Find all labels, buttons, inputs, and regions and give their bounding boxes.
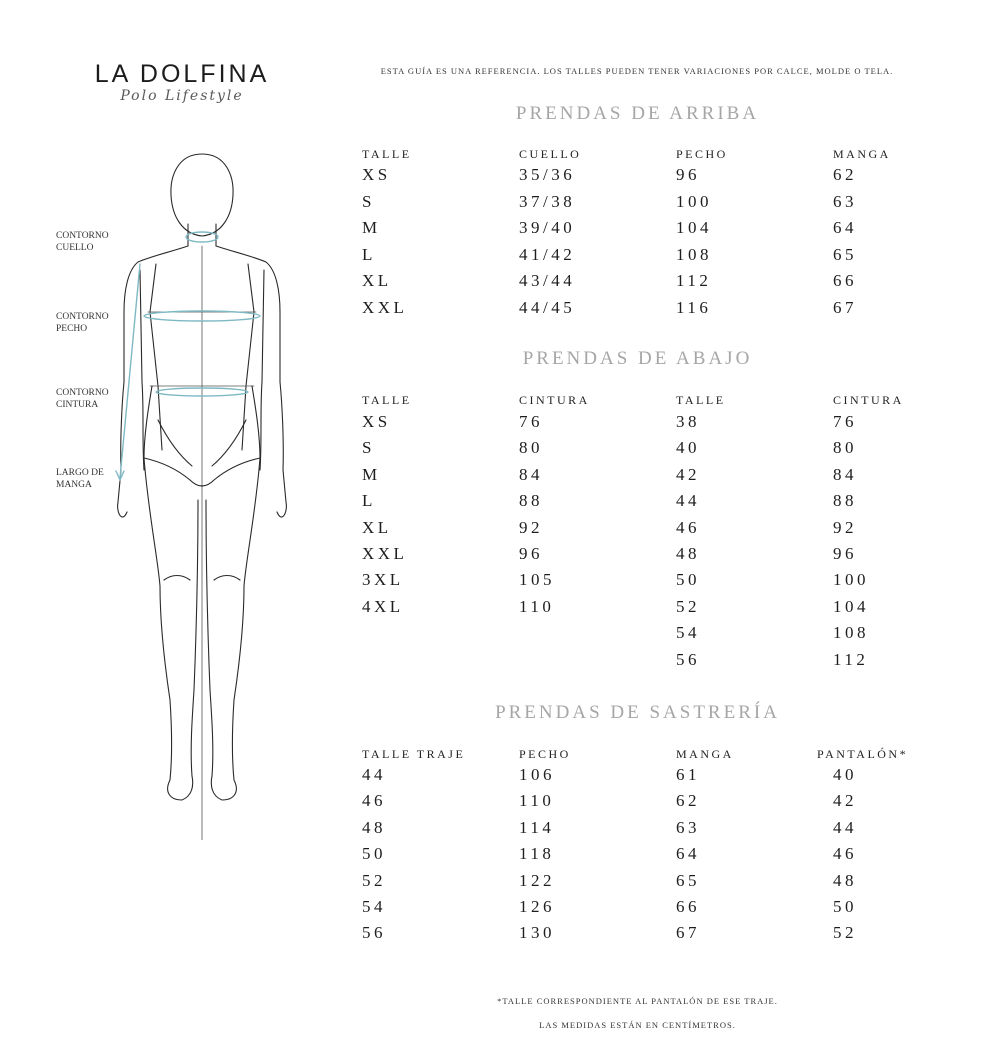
- table-cell: 66: [676, 897, 700, 916]
- table-cell: 67: [833, 298, 857, 317]
- table-cell: 44: [362, 765, 386, 784]
- table-cell: 41/42: [519, 244, 576, 264]
- table-cell: 63: [676, 817, 700, 837]
- table-cell: 40: [833, 765, 857, 784]
- table-cell: 126: [519, 897, 555, 916]
- table-cell: 4XL: [362, 596, 404, 616]
- table-cell: 50: [362, 844, 386, 864]
- table-cell: 106: [519, 765, 555, 784]
- table-cell: XXL: [362, 298, 408, 317]
- brand-name: LA DOLFINA: [94, 60, 270, 88]
- table-cell: 64: [833, 218, 857, 238]
- table-cell: 56: [676, 649, 700, 669]
- section-title-sastreria: PRENDAS DE SASTRERÍA: [495, 702, 780, 723]
- measure-label-line: MANGA: [56, 480, 92, 490]
- column-header: PECHO: [676, 147, 728, 161]
- table-cell: 35/36: [519, 165, 576, 184]
- column-header: CINTURA: [833, 393, 904, 407]
- measure-label-manga: [56, 467, 126, 491]
- table-cell: 104: [676, 218, 712, 238]
- column-header: CINTURA: [519, 393, 590, 407]
- table-cell: M: [362, 218, 381, 238]
- measure-label-line: CUELLO: [56, 243, 94, 253]
- table-cell: 130: [519, 923, 555, 943]
- table-cell: 105: [519, 570, 555, 590]
- table-cell: 48: [833, 870, 857, 890]
- table-cell: 65: [676, 870, 700, 890]
- measure-label-line: CONTORNO: [56, 231, 109, 241]
- footnote-pantalon: *TALLE CORRESPONDIENTE AL PANTALÓN DE ESE TRAJE.: [497, 996, 778, 1006]
- table-cell: XS: [362, 412, 391, 431]
- table-cell: 112: [833, 649, 869, 669]
- table-cell: 76: [833, 412, 857, 431]
- table-cell: 46: [833, 844, 857, 864]
- table-cell: 114: [519, 817, 555, 837]
- table-cell: 122: [519, 870, 555, 890]
- table-cell: XL: [362, 271, 392, 291]
- table-cell: 62: [676, 791, 700, 811]
- table-cell: 52: [362, 870, 386, 890]
- table-cell: 44: [676, 491, 700, 511]
- table-cell: 67: [676, 923, 700, 943]
- table-cell: 48: [362, 817, 386, 837]
- table-cell: 62: [833, 165, 857, 184]
- table-cell: 42: [676, 464, 700, 484]
- table-cell: 100: [833, 570, 869, 590]
- table-cell: 65: [833, 244, 857, 264]
- footnote-units: LAS MEDIDAS ESTÁN EN CENTÍMETROS.: [539, 1020, 736, 1030]
- table-cell: 110: [519, 596, 555, 616]
- measure-label-cintura: [56, 387, 126, 411]
- table-cell: 38: [676, 412, 700, 431]
- table-cell: 66: [833, 271, 857, 291]
- table-cell: 108: [833, 623, 869, 643]
- table-cell: XL: [362, 517, 392, 537]
- table-cell: 46: [362, 791, 386, 811]
- table-cell: 96: [833, 544, 857, 563]
- table-cell: 39/40: [519, 218, 576, 238]
- section-title-arriba: PRENDAS DE ARRIBA: [515, 103, 760, 124]
- table-cell: 50: [833, 897, 857, 916]
- table-cell: XXL: [362, 544, 408, 563]
- table-cell: 96: [676, 165, 700, 184]
- brand-tagline: Polo Lifestyle: [120, 88, 244, 104]
- table-cell: 110: [519, 791, 555, 811]
- table-cell: 54: [362, 897, 386, 916]
- table-cell: 61: [676, 765, 700, 784]
- table-cell: 37/38: [519, 191, 576, 211]
- table-cell: 3XL: [362, 570, 404, 590]
- table-cell: 108: [676, 244, 712, 264]
- table-cell: 100: [676, 191, 712, 211]
- table-cell: 84: [833, 464, 857, 484]
- table-cell: XS: [362, 165, 391, 184]
- measure-label-line: CONTORNO: [56, 312, 109, 322]
- table-cell: 88: [833, 491, 857, 511]
- measure-label-line: CONTORNO: [56, 388, 109, 398]
- measure-label-line: PECHO: [56, 324, 88, 334]
- table-cell: 80: [519, 438, 543, 458]
- table-cell: L: [362, 491, 376, 511]
- column-header: MANGA: [676, 747, 734, 761]
- table-cell: 42: [833, 791, 857, 811]
- column-header: TALLE TRAJE: [362, 747, 466, 761]
- table-cell: 96: [519, 544, 543, 563]
- column-header: TALLE: [362, 393, 412, 407]
- table-cell: 92: [833, 517, 857, 537]
- table-cell: 104: [833, 596, 869, 616]
- table-cell: 76: [519, 412, 543, 431]
- table-cell: 84: [519, 464, 543, 484]
- measure-label-pecho: [56, 311, 126, 335]
- table-cell: 64: [676, 844, 700, 864]
- table-cell: 44: [833, 817, 857, 837]
- table-cell: 80: [833, 438, 857, 458]
- table-cell: 44/45: [519, 298, 576, 317]
- table-cell: 52: [676, 596, 700, 616]
- section-title-abajo: PRENDAS DE ABAJO: [522, 348, 753, 369]
- size-guide-disclaimer: ESTA GUÍA ES UNA REFERENCIA. LOS TALLES PUEDEN TENER VARIACIONES POR CALCE, MOLDE O TELA.: [380, 66, 894, 76]
- table-cell: 112: [676, 271, 712, 291]
- column-header: CUELLO: [519, 147, 582, 161]
- measure-label-line: LARGO DE: [56, 468, 104, 478]
- table-cell: 54: [676, 623, 700, 643]
- table-cell: 63: [833, 191, 857, 211]
- column-header: MANGA: [833, 147, 891, 161]
- table-cell: 92: [519, 517, 543, 537]
- table-cell: 116: [676, 298, 712, 317]
- table-cell: 88: [519, 491, 543, 511]
- measure-label-cuello: [56, 230, 126, 254]
- table-cell: M: [362, 464, 381, 484]
- measure-label-line: CINTURA: [56, 400, 99, 410]
- table-cell: S: [362, 191, 375, 211]
- table-cell: 40: [676, 438, 700, 458]
- table-cell: 118: [519, 844, 555, 864]
- table-cell: 56: [362, 923, 386, 943]
- column-header: PECHO: [519, 747, 571, 761]
- column-header: PANTALÓN*: [817, 747, 909, 761]
- table-cell: 48: [676, 544, 700, 563]
- brand-logo: [62, 58, 302, 104]
- table-cell: 43/44: [519, 271, 576, 291]
- column-header: TALLE: [362, 147, 412, 161]
- table-cell: S: [362, 438, 375, 458]
- column-header: TALLE: [676, 393, 726, 407]
- table-cell: 46: [676, 517, 700, 537]
- table-cell: L: [362, 244, 376, 264]
- table-cell: 50: [676, 570, 700, 590]
- table-cell: 52: [833, 923, 857, 943]
